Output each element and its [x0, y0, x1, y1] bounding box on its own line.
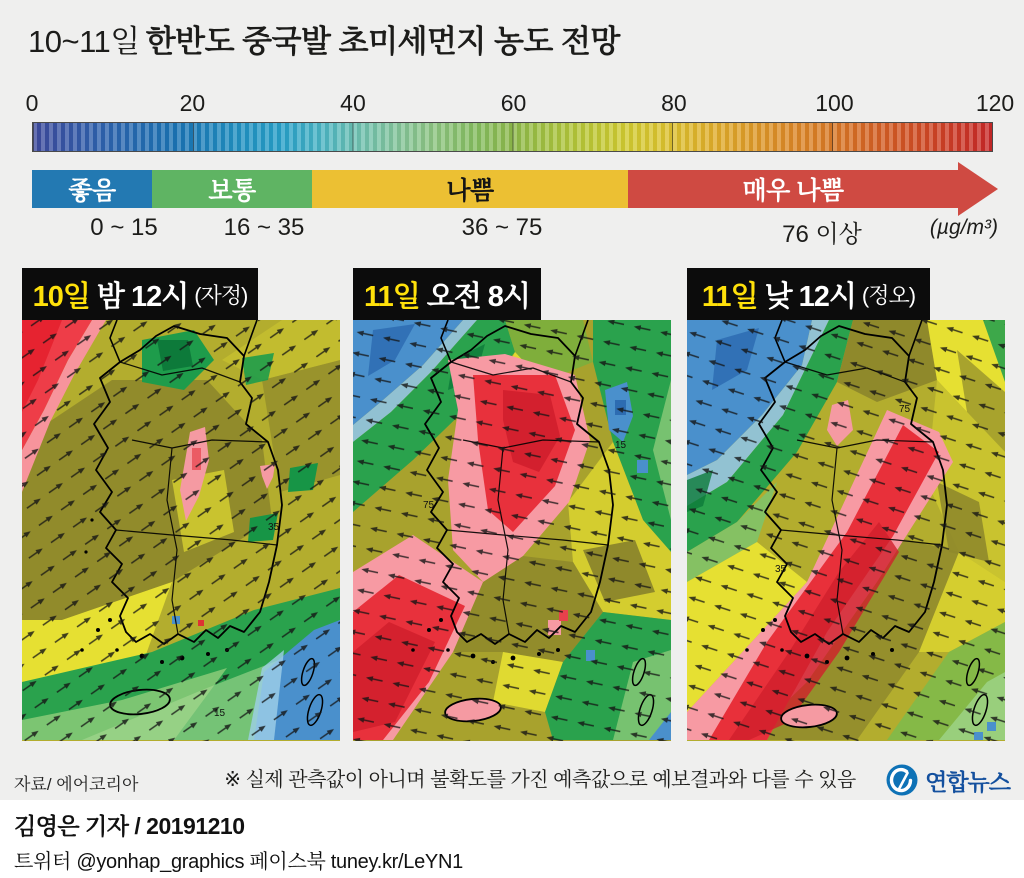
panel-1-day: 10일 [32, 280, 90, 313]
forecast-map-day11-noon [687, 320, 1005, 741]
panel-2-header [353, 268, 541, 320]
agency-name: 연합뉴스 [925, 768, 1010, 795]
category-bad: 나쁨 [312, 170, 628, 208]
tick-label: 0 [25, 90, 39, 116]
tick-label: 20 [179, 90, 206, 116]
contour-label: 35 [268, 522, 280, 533]
agency-logo [885, 763, 1010, 797]
panel-2-day: 11일 [364, 280, 420, 313]
panel-1-header [22, 268, 258, 320]
contour-label: 75 [423, 500, 435, 511]
tick-label: 100 [815, 90, 854, 116]
contour-label: 75 [899, 404, 911, 415]
tick-label: 60 [500, 90, 527, 116]
category-moderate: 보통 [152, 170, 312, 208]
panel-3-time: 낮 12시 [764, 280, 856, 313]
range-labels [0, 214, 1024, 248]
data-source: 자료/ 에어코리아 [14, 775, 139, 794]
tick-label: 120 [975, 90, 1015, 116]
forecast-map-day11-8am [353, 320, 671, 741]
title-date-range: 10~11일 [28, 24, 140, 59]
category-very-bad: 매우 나쁨 [628, 170, 958, 208]
range-bad: 36 ~ 75 [461, 214, 543, 241]
contour-label: 15 [214, 708, 226, 719]
wind-arrows-layer [687, 320, 1005, 741]
tick-label: 80 [661, 90, 687, 116]
yonhap-logo-icon [885, 763, 919, 797]
category-good: 좋음 [32, 170, 152, 208]
panel-2-time: 오전 8시 [426, 280, 530, 313]
title-main: 한반도 중국발 초미세먼지 농도 전망 [145, 24, 620, 59]
panel-3-note: (정오) [861, 282, 916, 308]
unit-label: (µg/m³) [929, 216, 998, 239]
panel-3-header [687, 268, 930, 320]
forecast-map-day10-midnight [22, 320, 340, 741]
wind-arrows-layer [22, 320, 340, 741]
range-moderate: 16 ~ 35 [223, 214, 305, 241]
panel-1-time: 밤 12시 [96, 280, 189, 313]
contour-label: 35 [775, 564, 787, 575]
panel-3-day: 11일 [701, 280, 758, 313]
disclaimer-text: ※ 실제 관측값이 아니며 불확도를 가진 예측값으로 예보결과와 다를 수 있음 [224, 769, 856, 791]
panel-1-note: (자정) [194, 282, 248, 308]
category-bar [32, 170, 995, 208]
range-good: 0 ~ 15 [90, 214, 158, 241]
contour-label: 15 [615, 440, 627, 451]
range-very-bad: 76 이상 [782, 221, 862, 248]
page-title [28, 16, 620, 61]
very-bad-arrowhead [958, 162, 998, 216]
wind-arrows-layer [353, 320, 671, 741]
concentration-color-scale [32, 122, 993, 152]
tick-label: 40 [340, 90, 366, 116]
social-links: 트위터 @yonhap_graphics 페이스북 tuney.kr/LeYN1 [14, 851, 463, 873]
reporter-byline: 김영은 기자 / 20191210 [14, 813, 245, 839]
scale-ticks [25, 90, 1015, 116]
